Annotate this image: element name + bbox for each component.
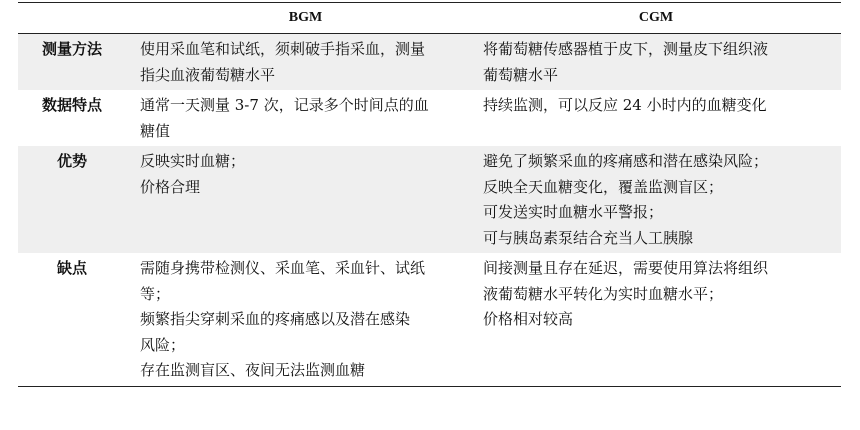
header-cell-empty: [18, 3, 130, 33]
cell-line: 需随身携带检测仪、采血笔、采血针、试纸: [140, 259, 426, 277]
cell-line: 反映实时血糖；: [140, 152, 246, 170]
cell-line: 可与胰岛素泵结合充当人工胰腺: [483, 228, 694, 247]
header-cell-cgm: CGM: [638, 10, 674, 25]
table-row-measurement-method: [18, 34, 841, 90]
cell-line: 等；: [140, 284, 171, 303]
bgm-cell: [130, 93, 475, 144]
cell-line: 液葡萄糖水平转化为实时血糖水平；: [483, 284, 724, 303]
table-header-row: [18, 3, 841, 34]
cell-line: 间接测量且存在延迟，需要使用算法将组织: [483, 259, 769, 277]
cell-line: 葡萄糖水平: [483, 65, 559, 84]
cell-line: 价格合理: [140, 177, 201, 196]
bgm-cell: [130, 37, 475, 88]
cell-line: 糖值: [140, 121, 171, 140]
cell-line: 使用采血笔和试纸，须刺破手指采血，测量: [140, 40, 426, 58]
cell-line: 存在监测盲区、夜间无法监测血糖: [140, 361, 366, 379]
cell-line: 通常一天测量 3-7 次，记录多个时间点的血: [140, 96, 429, 114]
bgm-cell: [130, 149, 475, 251]
cell-line: 风险；: [140, 335, 186, 354]
header-cell-bgm: BGM: [288, 10, 323, 25]
cgm-cell: [475, 256, 841, 384]
cell-line: 指尖血液葡萄糖水平: [140, 65, 276, 84]
comparison-table: [18, 2, 841, 387]
row-label: 缺点: [56, 259, 87, 277]
table-row-data-features: [18, 90, 841, 146]
row-label: 优势: [56, 152, 87, 170]
cell-line: 将葡萄糖传感器植于皮下，测量皮下组织液: [483, 40, 769, 58]
cell-line: 价格相对较高: [483, 310, 574, 328]
cgm-cell: [475, 37, 841, 88]
cell-line: 持续监测，可以反应 24 小时内的血糖变化: [483, 96, 767, 114]
cell-line: 可发送实时血糖水平警报；: [483, 203, 664, 221]
cell-line: 反映全天血糖变化，覆盖监测盲区；: [483, 177, 724, 196]
cgm-cell: [475, 149, 841, 251]
cgm-cell: [475, 93, 841, 144]
bgm-cell: [130, 256, 475, 384]
row-label: 数据特点: [41, 96, 102, 114]
cell-line: 避免了频繁采血的疼痛感和潜在感染风险；: [483, 152, 769, 170]
row-label: 测量方法: [41, 40, 102, 58]
table-row-advantages: [18, 146, 841, 253]
table-row-disadvantages: [18, 253, 841, 386]
cell-line: 频繁指尖穿刺采血的疼痛感以及潜在感染: [140, 310, 411, 328]
